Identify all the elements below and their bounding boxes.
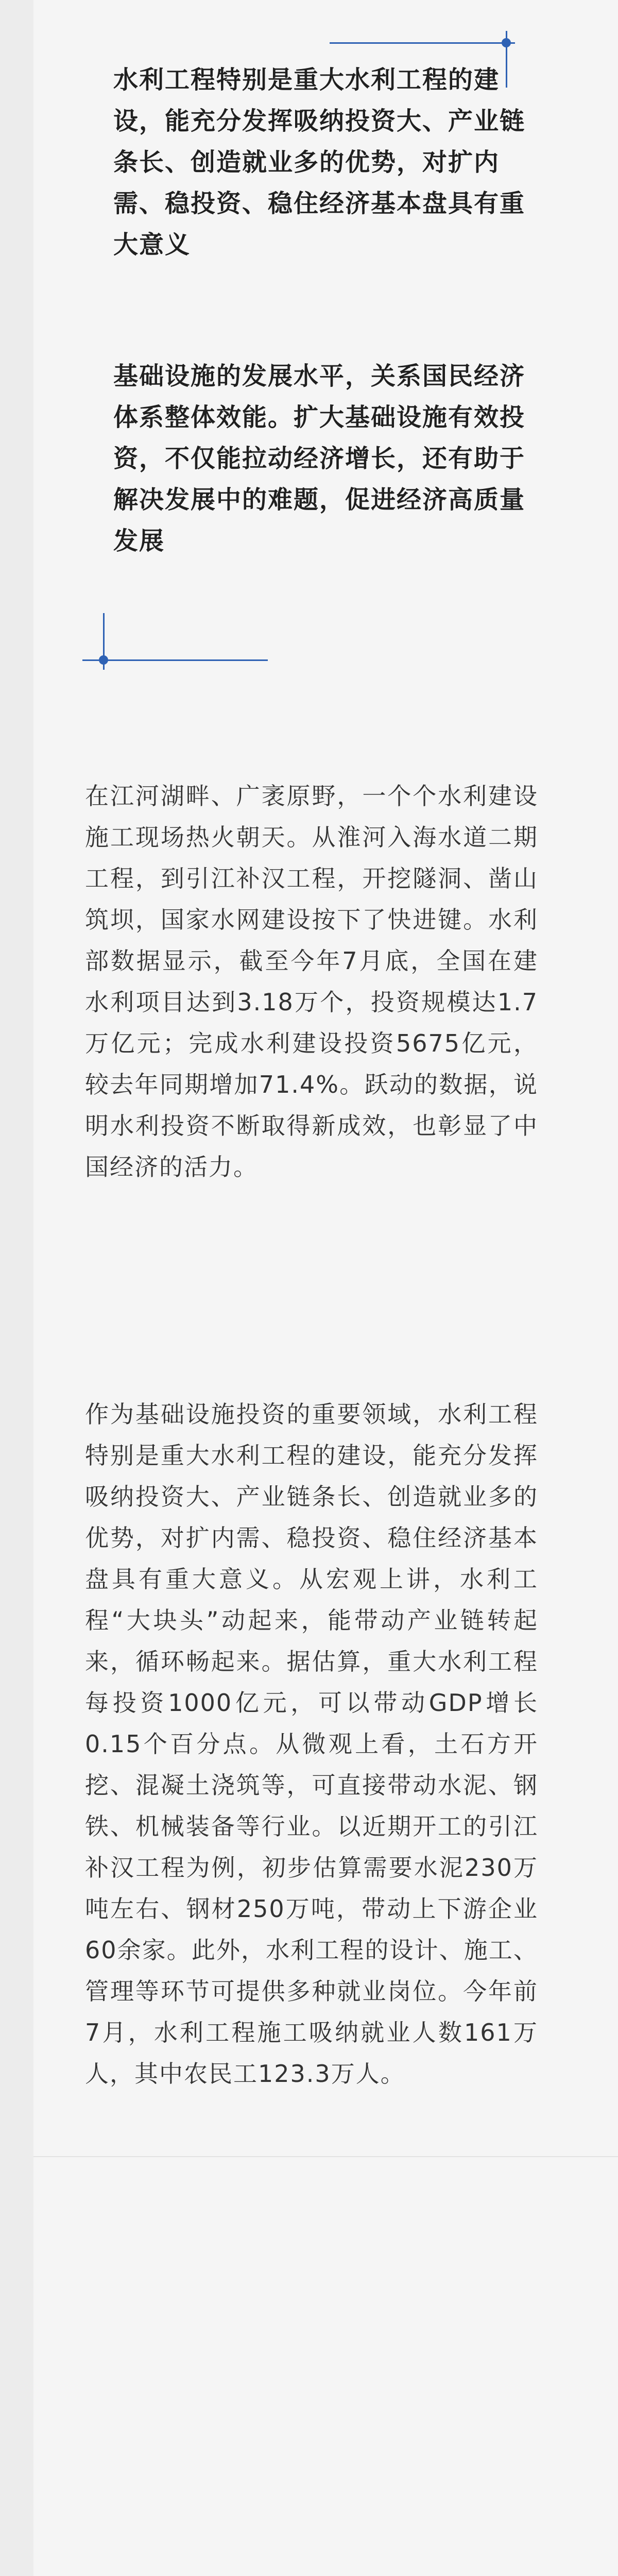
corner-dot-bottom-left	[99, 655, 108, 665]
corner-line-bottom	[82, 659, 268, 661]
paragraph-2: 作为基础设施投资的重要领域，水利工程特别是重大水利工程的建设，能充分发挥吸纳投资大、产业链条长、创造就业多的优势，对扩内需、稳投资、稳住经济基本盘具有重大意义。从宏观上讲，水利工程“大块头”动起来，能带动产业链转起来，循环畅起来。据估算，重大水利工程每投资1000亿元，可以带动GDP增长0.15个百分点。从微观上看，土石方开挖、混凝土浇筑等，可直接带动水泥、钢铁、机械装备等行业。以近期开工的引江补汉工程为例，初步估算需要水泥230万吨左右、钢材250万吨，带动上下游企业60余家。此外，水利工程的设计、施工、管理等环节可提供多种就业岗位。今年前7月，水利工程施工吸纳就业人数161万人，其中农民工123.3万人。	[85, 1400, 538, 2088]
corner-line-top	[330, 42, 515, 44]
highlight-quote-1: 水利工程特别是重大水利工程的建设，能充分发挥吸纳投资大、产业链条长、创造就业多的优势，对扩内需、稳投资、稳住经济基本盘具有重大意义	[113, 65, 526, 259]
paragraph-1: 在江河湖畔、广袤原野，一个个水利建设施工现场热火朝天。从淮河入海水道二期工程，到引江补汉工程，开挖隧洞、凿山筑坝，国家水网建设按下了快进键。水利部数据显示，截至今年7月底，全国在建水利项目达到3.18万个，投资规模达1.7万亿元；完成水利建设投资5675亿元，较去年同期增加71.4%。跃动的数据，说明水利投资不断取得新成效，也彰显了中国经济的活力。	[85, 782, 538, 1181]
highlight-quote-2: 基础设施的发展水平，关系国民经济体系整体效能。扩大基础设施有效投资，不仅能拉动经济增长，还有助于解决发展中的难题，促进经济高质量发展	[113, 362, 526, 555]
section-divider	[33, 2156, 618, 2157]
corner-dot-top-right	[502, 38, 511, 47]
